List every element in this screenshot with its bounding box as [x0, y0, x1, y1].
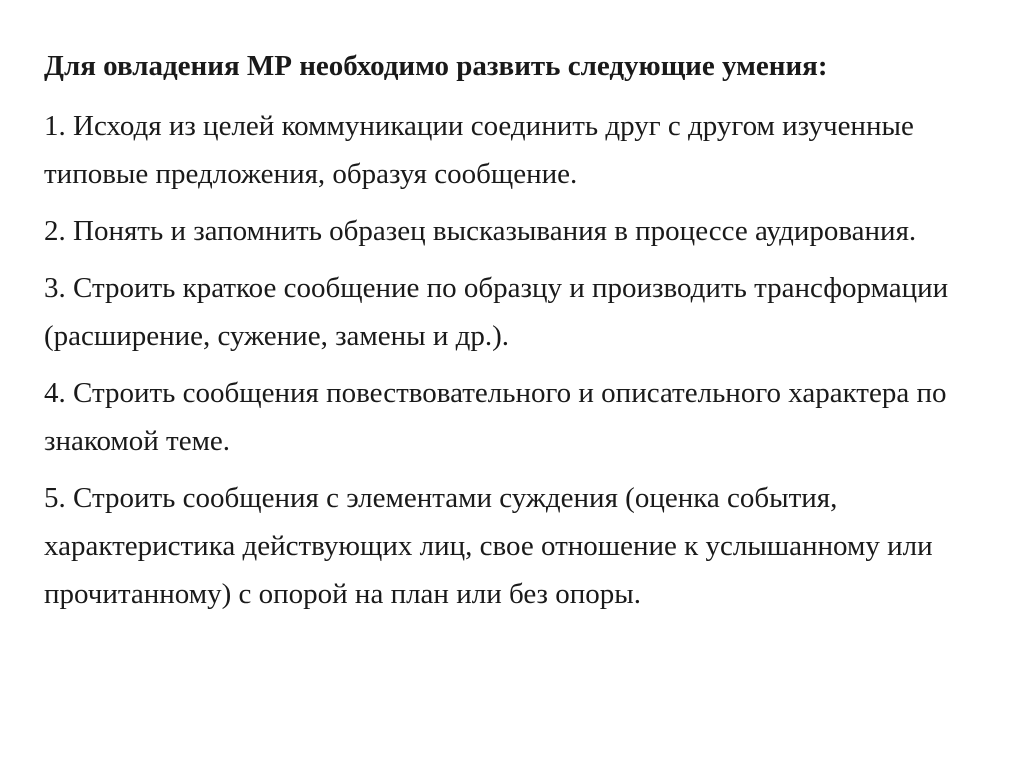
list-item-5: 5. Строить сообщения с элементами суждения (оценка события, характеристика действующих лиц, свое отношение к услышанному или прочитанному) с опорой на план или без опоры.: [44, 482, 933, 610]
slide-heading: Для овладения МР необходимо развить следующие умения:: [44, 50, 828, 82]
list-item-3: 3. Строить краткое сообщение по образцу и производить трансформации (расширение, сужение, замены и др.).: [44, 272, 949, 352]
list-item-4: 4. Строить сообщения повествовательного и описательного характера по знакомой теме.: [44, 377, 947, 457]
slide-content: [44, 40, 994, 627]
list-item-2: 2. Понять и запомнить образец высказывания в процессе аудирования.: [44, 215, 917, 247]
list-item-1: 1. Исходя из целей коммуникации соединить друг с другом изученные типовые предложения, образуя сообщение.: [44, 110, 914, 190]
